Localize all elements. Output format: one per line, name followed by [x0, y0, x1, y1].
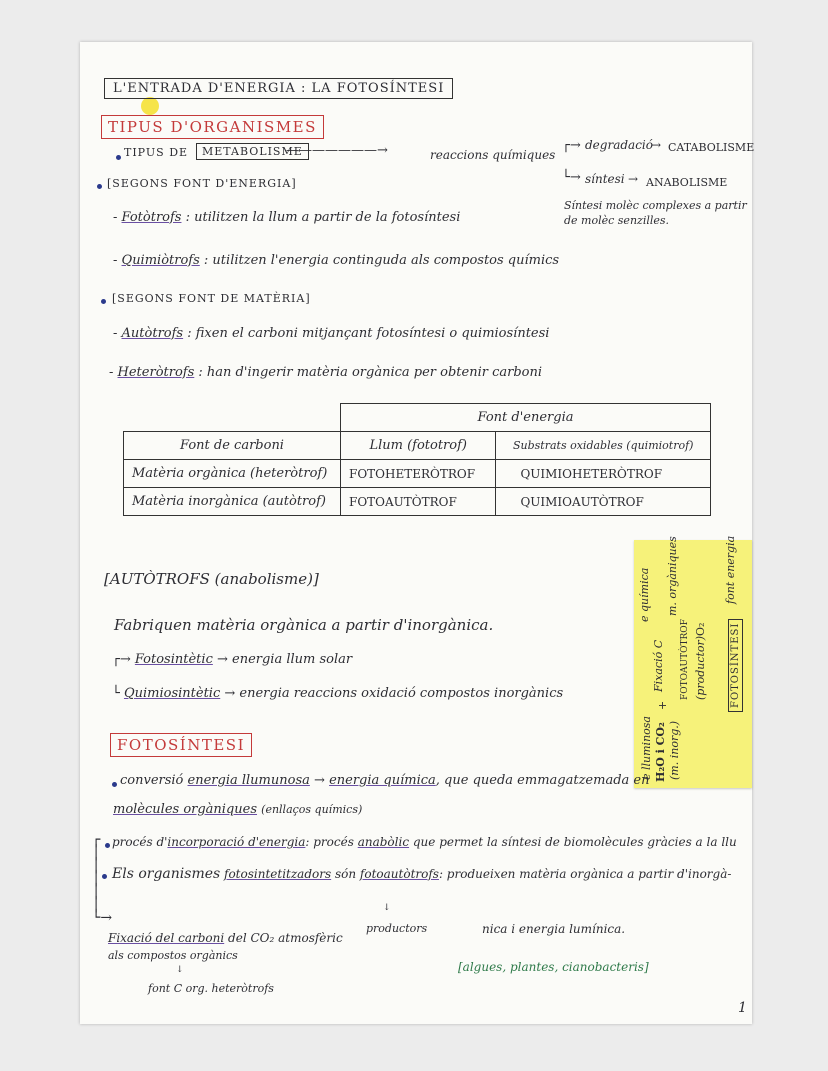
degradacio-text: degradació: [585, 138, 653, 152]
branch-up: ┌→: [562, 138, 581, 153]
heterotrofs-text: : han d'ingerir matèria orgànica per obtenir carboni: [198, 365, 543, 380]
bullet: [112, 782, 117, 787]
sticky-plus: +: [656, 700, 669, 710]
fixacio-carboni: Fixació del carboni: [108, 931, 225, 945]
bullet: [97, 184, 102, 189]
metabolisme-prefix: TIPUS DE: [124, 146, 189, 159]
header-carboni: Font de carboni: [124, 432, 341, 460]
page-title: L'ENTRADA D'ENERGIA : LA FOTOSÍNTESI: [104, 78, 453, 99]
autotrofs-label: Autòtrofs: [121, 326, 184, 341]
bullet: [102, 874, 107, 879]
fixacio-co2: del CO₂ atmosfèric: [228, 931, 343, 945]
anabolisme-text: ANABOLISME: [646, 176, 728, 189]
molecules-organiques: molècules orgàniques: [113, 802, 258, 817]
incorporacio-energia: incorporació d'energia: [167, 835, 306, 849]
cell-quimioheterotrof: QUIMIOHETERÒTROF: [496, 460, 711, 488]
sticky-productor: (productor): [694, 635, 707, 700]
metabolisme-box: METABOLISME: [196, 143, 309, 160]
sticky-font-energia: font energia: [724, 535, 737, 604]
quimiotrofs-label: Quimiòtrofs: [121, 253, 200, 268]
proces-a: procés d': [112, 835, 168, 849]
header-substrats: Substrats oxidables (quimiotrof): [496, 432, 711, 460]
organismes-table: [123, 403, 711, 516]
enllacos: (enllaços químics): [261, 803, 363, 816]
sticky-e-quimica: e química: [638, 567, 651, 622]
autotrofs-text: : fixen el carboni mitjançant fotosíntesi o quimiosíntesi: [187, 326, 550, 341]
quimiosintetic-label: Quimiosintètic: [123, 686, 221, 701]
sticky-fixacio: Fixació C: [652, 639, 665, 692]
autotrofs-line: - Autòtrofs : fixen el carboni mitjançant fotosíntesi o quimiosíntesi: [113, 326, 550, 341]
anabolic: anabòlic: [357, 835, 410, 849]
fototrofs-label: Fotòtrofs: [121, 210, 182, 225]
font-c-arrow: ↓: [176, 965, 184, 975]
energia-quimica: energia química: [329, 773, 436, 788]
molecules-line: [113, 802, 362, 817]
energia-heading-text: SEGONS FONT D'ENERGIA: [112, 177, 292, 190]
branch-down: └→: [562, 170, 581, 185]
cell-fotoheterotrof: FOTOHETERÒTROF: [341, 460, 496, 488]
sintesi-text: síntesi: [585, 172, 625, 186]
proces-c: : procés: [305, 835, 354, 849]
header-llum: Llum (fototrof): [341, 432, 496, 460]
productors-arrow: ↓: [383, 903, 391, 913]
arrow-anabolisme: →: [628, 172, 639, 186]
row-label: Matèria inorgànica (autòtrof): [124, 488, 341, 516]
autotrofs-heading: [AUTÒTROFS (anabolisme)]: [104, 570, 319, 588]
reaccions-text: reaccions químiques: [430, 148, 556, 162]
bullet: [105, 843, 110, 848]
page-number: 1: [738, 1000, 747, 1016]
catabolisme-text: CATABOLISME: [668, 141, 755, 154]
els-c: són: [334, 867, 357, 881]
proces-line: [112, 835, 737, 849]
bracket-left: ┌ │ │ │ │ │ └→: [92, 832, 113, 926]
cell-quimioautotrof: QUIMIOAUTÒTROF: [496, 488, 711, 516]
sticky-m-organiques: m. orgàniques: [666, 536, 679, 616]
fixacio-compostos: als compostos orgànics: [108, 949, 238, 962]
row-label: Matèria orgànica (heteròtrof): [124, 460, 341, 488]
bullet: [116, 155, 121, 160]
table-row: [124, 488, 711, 516]
section-heading-organismes: TIPUS D'ORGANISMES: [101, 115, 324, 139]
section-heading-fotosintesi: FOTOSÍNTESI: [110, 733, 252, 757]
table-corner: [124, 404, 341, 432]
sintesi-note: Síntesi molèc complexes a partir de molèc senzilles.: [564, 199, 747, 227]
proces-e: que permet la síntesi de biomolècules gràcies a la llu: [412, 835, 737, 849]
heterotrofs-label: Heteròtrofs: [117, 365, 195, 380]
sticky-fotosintesi-box: FOTOSÍNTESI: [728, 619, 743, 712]
arrow-catabolisme: →: [651, 138, 662, 152]
highlight-mark: [141, 97, 159, 115]
fixacio-line: [108, 931, 343, 945]
fotoautotrofs: fotoautòtrofs: [359, 867, 439, 881]
fotosintetic-line: ┌→ Fotosintètic → energia llum solar: [112, 652, 353, 667]
fotosintetic-label: Fotosintètic: [134, 652, 213, 667]
productors-label: productors: [366, 922, 428, 935]
els-a: Els organismes: [112, 866, 221, 882]
els-e: : produeixen matèria orgànica a partir d'inorgà-: [438, 867, 732, 881]
fototrofs-line: - Fotòtrofs : utilitzen la llum a partir de la fotosíntesi: [113, 210, 461, 225]
sticky-m-inorg: (m. inorg.): [668, 720, 681, 780]
conversio-line: conversió energia llumunosa → energia química, que queda emmagatzemada en: [120, 773, 650, 788]
conversio-rest: , que queda emmagatzemada en: [435, 773, 650, 788]
sticky-h2o-co2: H₂O i CO₂: [654, 722, 667, 782]
conversio-word: conversió: [120, 773, 184, 788]
sticky-note: [634, 535, 752, 788]
energia-heading: [SEGONS FONT D'ENERGIA]: [107, 177, 297, 190]
table-row: [124, 460, 711, 488]
fotosintetitzadors: fotosintetitzadors: [224, 867, 332, 881]
algues-note: [algues, plantes, cianobacteris]: [458, 960, 649, 974]
table-subheader-row: [124, 432, 711, 460]
cell-fotoautotrof: FOTOAUTÒTROF: [341, 488, 496, 516]
fototrofs-text: : utilitzen la llum a partir de la fotosíntesi: [185, 210, 461, 225]
quimiotrofs-text: : utilitzen l'energia continguda als compostos químics: [203, 253, 560, 268]
autotrofs-heading-text: AUTÒTROFS (anabolisme): [109, 570, 313, 588]
energia-lluminosa: energia llumunosa: [187, 773, 310, 788]
materia-heading-text: SEGONS FONT DE MATÈRIA: [117, 292, 306, 305]
header-energia: Font d'energia: [341, 404, 711, 432]
bullet: [101, 299, 106, 304]
quimiosintetic-line: └ Quimiosintètic → energia reaccions oxidació compostos inorgànics: [112, 686, 564, 701]
autotrofs-line1: Fabriquen matèria orgànica a partir d'inorgànica.: [114, 616, 494, 634]
materia-heading: [SEGONS FONT DE MATÈRIA]: [112, 292, 311, 305]
heterotrofs-line: - Heteròtrofs : han d'ingerir matèria orgànica per obtenir carboni: [109, 365, 543, 380]
arrow-to-reaccions: ———————→: [286, 143, 388, 158]
sticky-fotoautotrof: FOTOAUTÒTROF: [680, 619, 690, 700]
sticky-e-lluminosa: e lluminosa: [640, 716, 653, 780]
font-c-label: font C org. heteròtrofs: [148, 982, 274, 995]
quimiosintetic-text: energia reaccions oxidació compostos inorgànics: [239, 686, 564, 701]
sticky-o2: O₂: [694, 622, 707, 636]
fotosintetic-text: energia llum solar: [232, 652, 353, 667]
organismes-line: [112, 866, 731, 882]
quimiotrofs-line: - Quimiòtrofs : utilitzen l'energia continguda als compostos químics: [113, 253, 560, 268]
table-header-row: [124, 404, 711, 432]
els-f: nica i energia lumínica.: [482, 922, 626, 936]
